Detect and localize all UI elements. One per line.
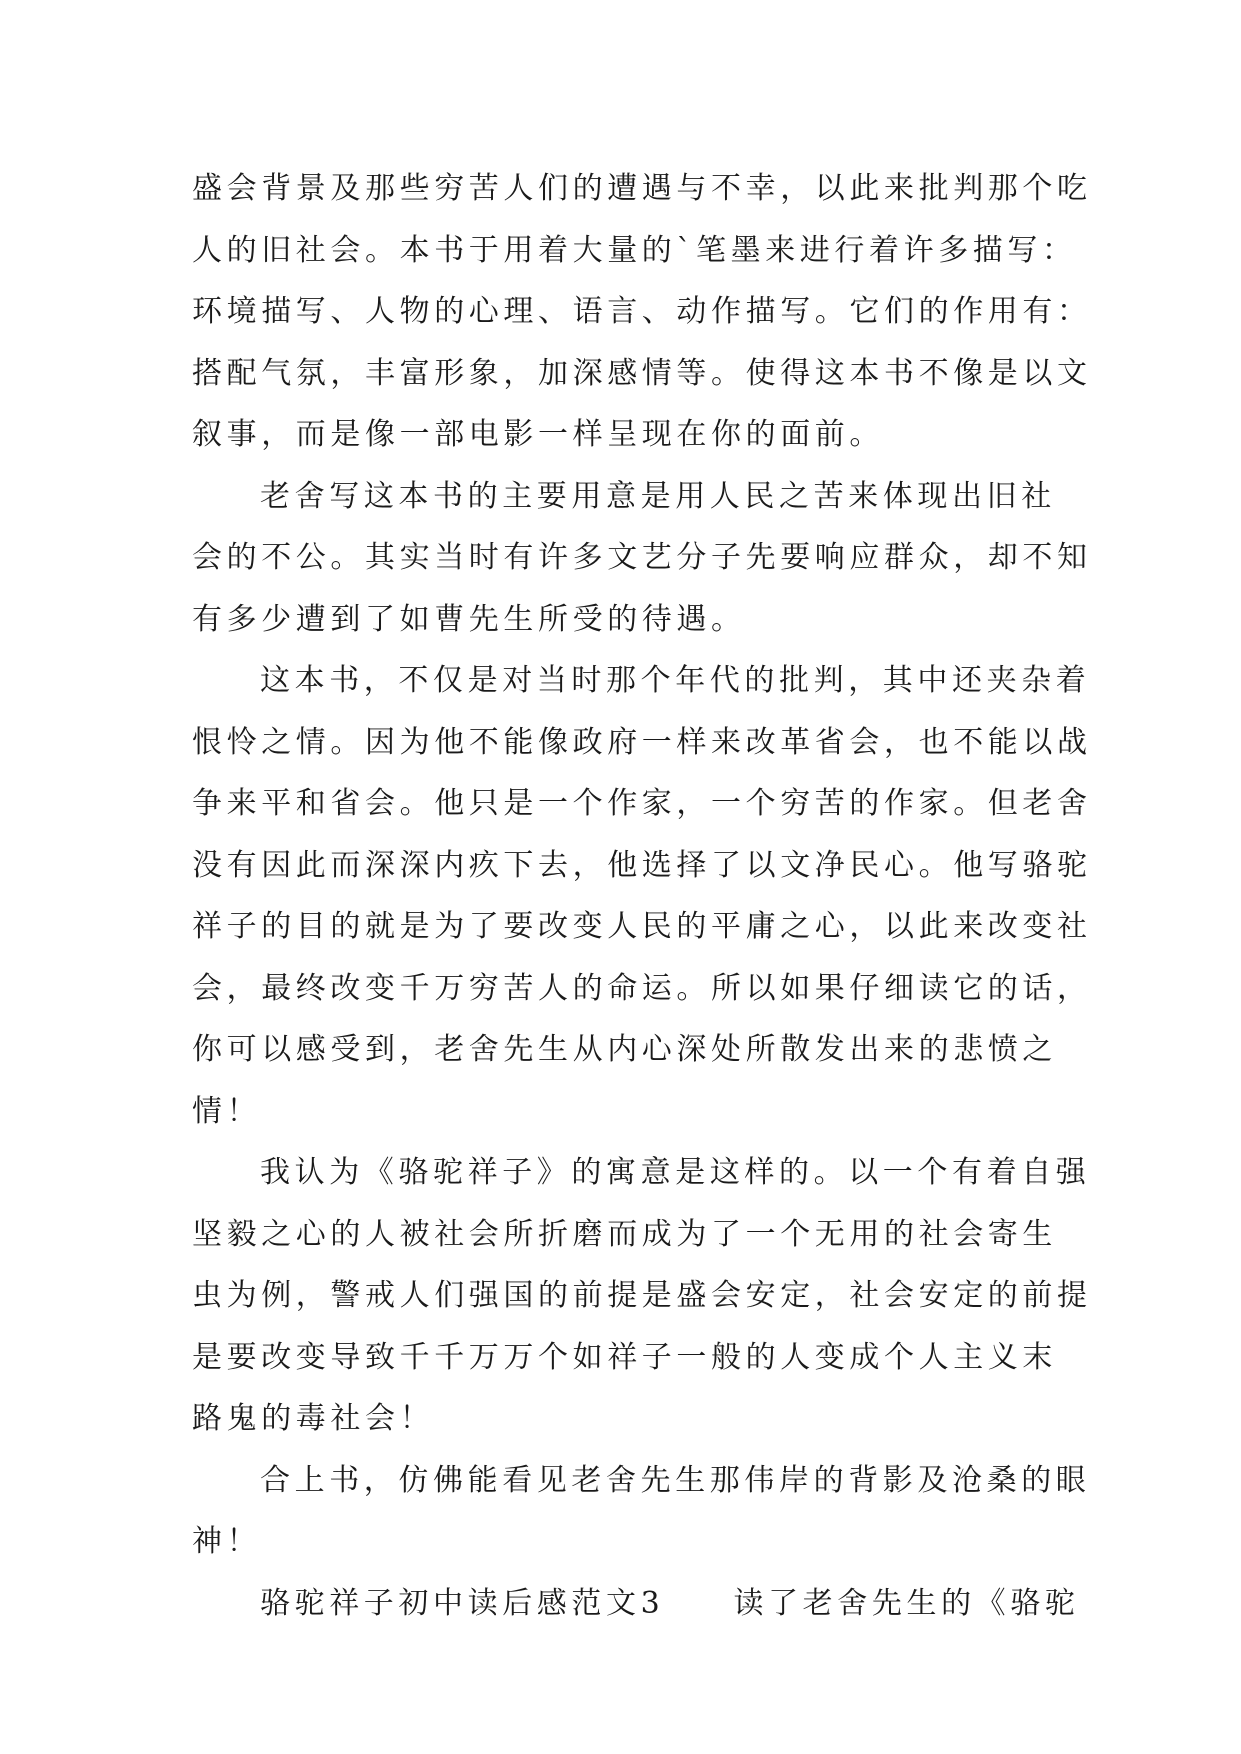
paragraph-1 [192,158,1092,466]
text-line: 神！ [192,1524,262,1559]
text-line: 恨怜之情。因为他不能像政府一样来改革省会，也不能以战 [192,724,1092,760]
document-body [192,158,1092,1634]
text-line: 情！ [192,1093,262,1129]
text-line: 路鬼的毒社会！ [192,1401,435,1436]
text-line: 搭配气氛，丰富形象，加深感情等。使得这本书不像是以文 [192,355,1092,391]
paragraph-4 [192,1142,1092,1450]
paragraph-3 [192,650,1092,1142]
text-line: 你可以感受到，老舍先生从内心深处所散发出来的悲愤之 [192,1032,1057,1067]
text-line: 坚毅之心的人被社会所折磨而成为了一个无用的社会寄生 [192,1216,1057,1252]
text-line: 会，最终改变千万穷苦人的命运。所以如果仔细读它的话， [192,970,1092,1006]
text-line: 人的旧社会。本书于用着大量的`笔墨来进行着许多描写： [192,232,1077,268]
text-line: 这本书，不仅是对当时那个年代的批判，其中还夹杂着 [260,663,1091,698]
text-line: 是要改变导致千千万万个如祥子一般的人变成个人主义末 [192,1339,1057,1375]
paragraph-6 [192,1573,1080,1635]
text-line: 虫为例，警戒人们强国的前提是盛会安定，社会安定的前提 [192,1278,1092,1313]
text-line: 祥子的目的就是为了要改变人民的平庸之心，以此来改变社 [192,909,1092,944]
text-line: 会的不公。其实当时有许多文艺分子先要响应群众，却不知 [192,540,1092,575]
text-line: 合上书，仿佛能看见老舍先生那伟岸的背影及沧桑的眼 [260,1462,1091,1498]
text-line: 老舍写这本书的主要用意是用人民之苦来体现出旧社 [260,478,1056,514]
text-line: 我认为《骆驼祥子》的寓意是这样的。以一个有着自强 [260,1155,1091,1190]
paragraph-5 [192,1450,1091,1573]
text-line: 叙事，而是像一部电影一样呈现在你的面前。 [192,417,884,452]
text-line: 有多少遭到了如曹先生所受的待遇。 [192,601,746,637]
text-line: 环境描写、人物的心理、语言、动作描写。它们的作用有： [192,294,1092,329]
text-line: 骆驼祥子初中读后感范文3 读了老舍先生的《骆驼 [260,1585,1080,1621]
paragraph-2 [192,466,1092,651]
text-line: 争来平和省会。他只是一个作家，一个穷苦的作家。但老舍 [192,786,1092,821]
text-line: 盛会背景及那些穷苦人们的遭遇与不幸，以此来批判那个吃 [192,171,1092,206]
text-line: 没有因此而深深内疚下去，他选择了以文净民心。他写骆驼 [192,847,1092,883]
